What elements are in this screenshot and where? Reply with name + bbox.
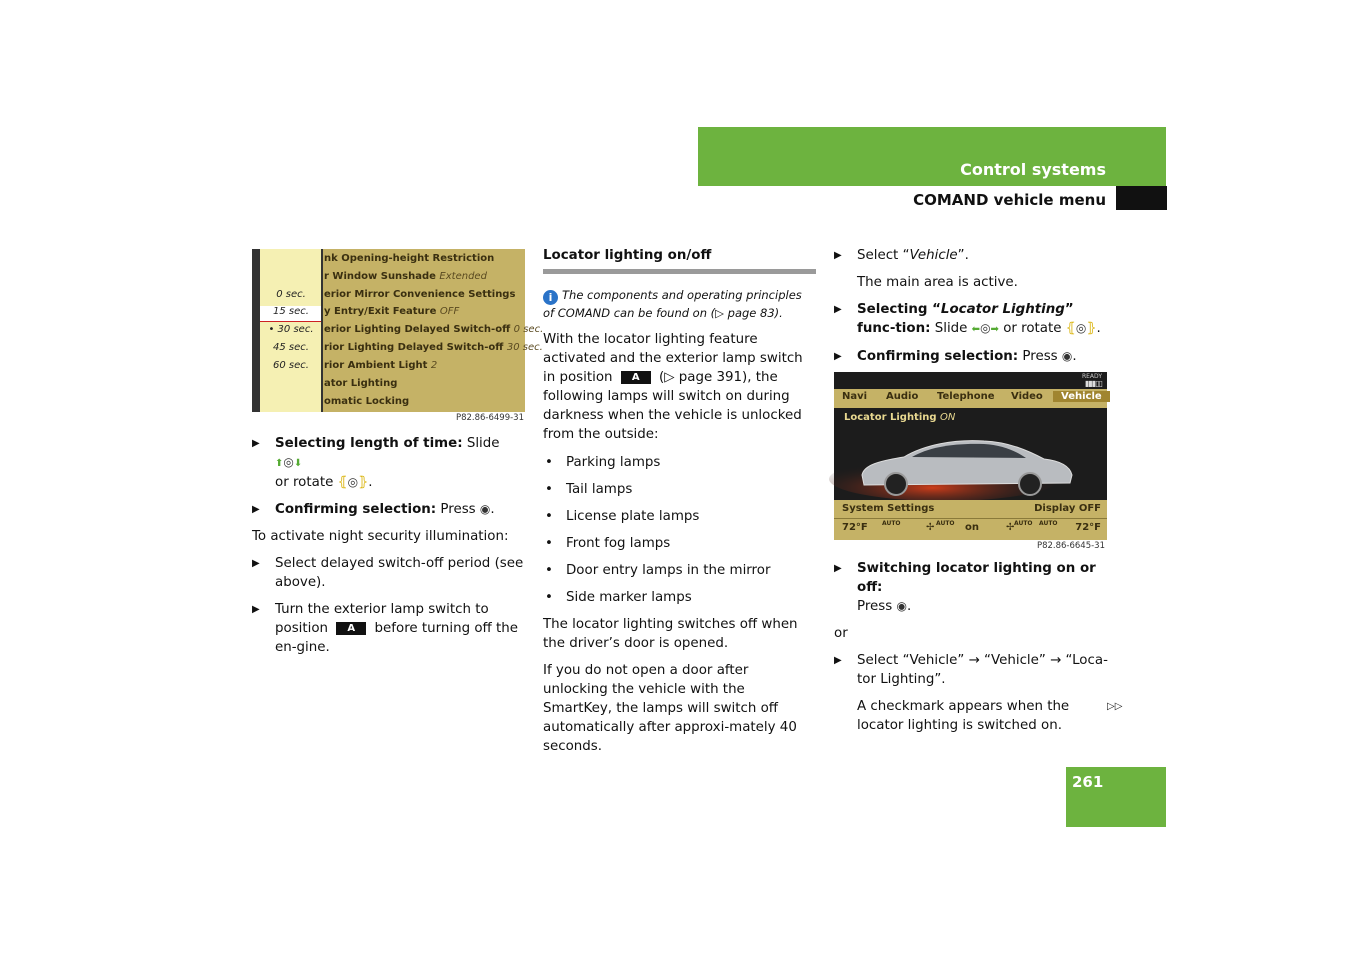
locator-lighting-label: Locator Lighting ON xyxy=(844,412,956,423)
locator-lighting-screen-image: READY ▮▮▮▯▯ Navi Audio Telephone Video Vehicle Locator Lighting ON System Settings Display OFF 72°F AUTO ✢ AUTO on ✢ AUTO AUTO 72°F xyxy=(834,372,1107,539)
info-icon: i xyxy=(543,290,558,305)
position-label: A xyxy=(621,371,651,384)
position-label: A xyxy=(336,622,366,635)
tab-telephone: Telephone xyxy=(937,391,995,402)
step-select-function: ▶ Selecting “Locator Lighting” func-tion: Slide ⬅◎➡ or rotate ⦃◎⦄. xyxy=(834,302,1101,336)
info-note: i The components and operating principles of COMAND can be found on (▷ page 83). xyxy=(543,288,802,320)
column-3-lower xyxy=(834,559,1109,735)
step-select-time: ▶ Selecting length of time: Slide ⬆◎⬇ or rotate ⦃◎⦄. xyxy=(252,436,500,490)
bullet-item: • Front fog lamps xyxy=(545,536,671,551)
option-0: 0 sec. xyxy=(276,289,306,300)
step-turn-switch: ▶ Turn the exterior lamp switch to position A before turning off the en-gine. xyxy=(252,602,519,655)
bullet-item: • Tail lamps xyxy=(545,482,633,497)
paragraph: The locator lighting switches off when the driver’s door is opened. xyxy=(543,617,798,651)
temp-right: 72°F xyxy=(1075,522,1101,533)
menu-item: r Window Sunshade Extended xyxy=(324,271,487,282)
system-settings-label: System Settings xyxy=(842,503,935,514)
tab-video: Video xyxy=(1011,391,1043,402)
note: The main area is active. xyxy=(857,275,1018,290)
option-3: 45 sec. xyxy=(273,342,309,353)
car-icon xyxy=(834,427,1107,500)
menu-item: y Entry/Exit Feature OFF xyxy=(324,306,460,317)
column-2 xyxy=(543,246,816,756)
step-switch-locator: ▶ Switching locator lighting on or off: Press ◉. xyxy=(834,561,1096,614)
option-2: • 30 sec. xyxy=(268,324,314,335)
or-label: or xyxy=(834,626,848,641)
menu-item: rior Lighting Delayed Switch-off 30 sec. xyxy=(324,342,543,353)
menu-item: ator Lighting xyxy=(324,378,398,389)
option-4: 60 sec. xyxy=(273,360,309,371)
temp-left: 72°F xyxy=(842,522,868,533)
section-heading: Locator lighting on/off xyxy=(543,246,816,274)
menu-item: erior Mirror Convenience Settings xyxy=(324,289,516,300)
continue-icon: ▷▷ xyxy=(1107,701,1123,712)
tab-vehicle: Vehicle xyxy=(1053,391,1110,402)
step-select-vehicle: ▶ Select “Vehicle”. xyxy=(834,248,969,263)
step-confirm: ▶ Confirming selection: Press ◉. xyxy=(834,349,1077,364)
bullet-item: • Door entry lamps in the mirror xyxy=(545,563,771,578)
option-selected: 15 sec. xyxy=(260,306,322,322)
menu-item: omatic Locking xyxy=(324,396,410,407)
section-title: Control systems xyxy=(960,160,1106,179)
header-tab-marker xyxy=(1116,186,1167,210)
image-caption: P82.86-6499-31 xyxy=(455,413,524,423)
tab-audio: Audio xyxy=(886,391,919,402)
section-subtitle: COMAND vehicle menu xyxy=(913,191,1106,209)
column-3 xyxy=(834,246,1109,366)
step-confirm: ▶ Confirming selection: Press ◉. xyxy=(252,502,495,517)
page-number: 261 xyxy=(1072,773,1104,791)
bullet-item: • Parking lamps xyxy=(545,455,661,470)
display-off-label: Display OFF xyxy=(1034,503,1101,514)
menu-item: rior Ambient Light 2 xyxy=(324,360,438,371)
step-select-period: ▶ Select delayed switch-off period (see above). xyxy=(252,556,524,590)
menu-item: nk Opening-height Restriction xyxy=(324,253,495,264)
fan-icon: ✢ xyxy=(1006,522,1015,533)
paragraph: With the locator lighting feature activated and the exterior lamp switch in position A (▷ page 391), the following lamps will switch on during darkness when the vehicle is unlocked from the outside: xyxy=(543,332,803,442)
paragraph: To activate night security illumination: xyxy=(252,529,509,544)
bullet-item: • License plate lamps xyxy=(545,509,700,524)
menu-item: erior Lighting Delayed Switch-off 0 sec. xyxy=(324,324,544,335)
note: A checkmark appears when the locator lighting is switched on. xyxy=(857,699,1070,733)
climate-on: on xyxy=(965,522,979,533)
delayed-switchoff-screen-image xyxy=(252,249,544,412)
column-1 xyxy=(252,434,525,657)
bullet-item: • Side marker lamps xyxy=(545,590,692,605)
tab-navi: Navi xyxy=(842,391,868,402)
image-caption: P82.86-6645-31 xyxy=(1036,541,1105,551)
fan-icon: ✢ xyxy=(926,522,935,533)
paragraph: If you do not open a door after unlocking the vehicle with the SmartKey, the lamps will switch off automatically after approxi-mately 40 seconds. xyxy=(543,663,797,754)
step-select-path: ▶ Select “Vehicle” → “Vehicle” → “Loca-tor Lighting”. xyxy=(834,653,1108,687)
